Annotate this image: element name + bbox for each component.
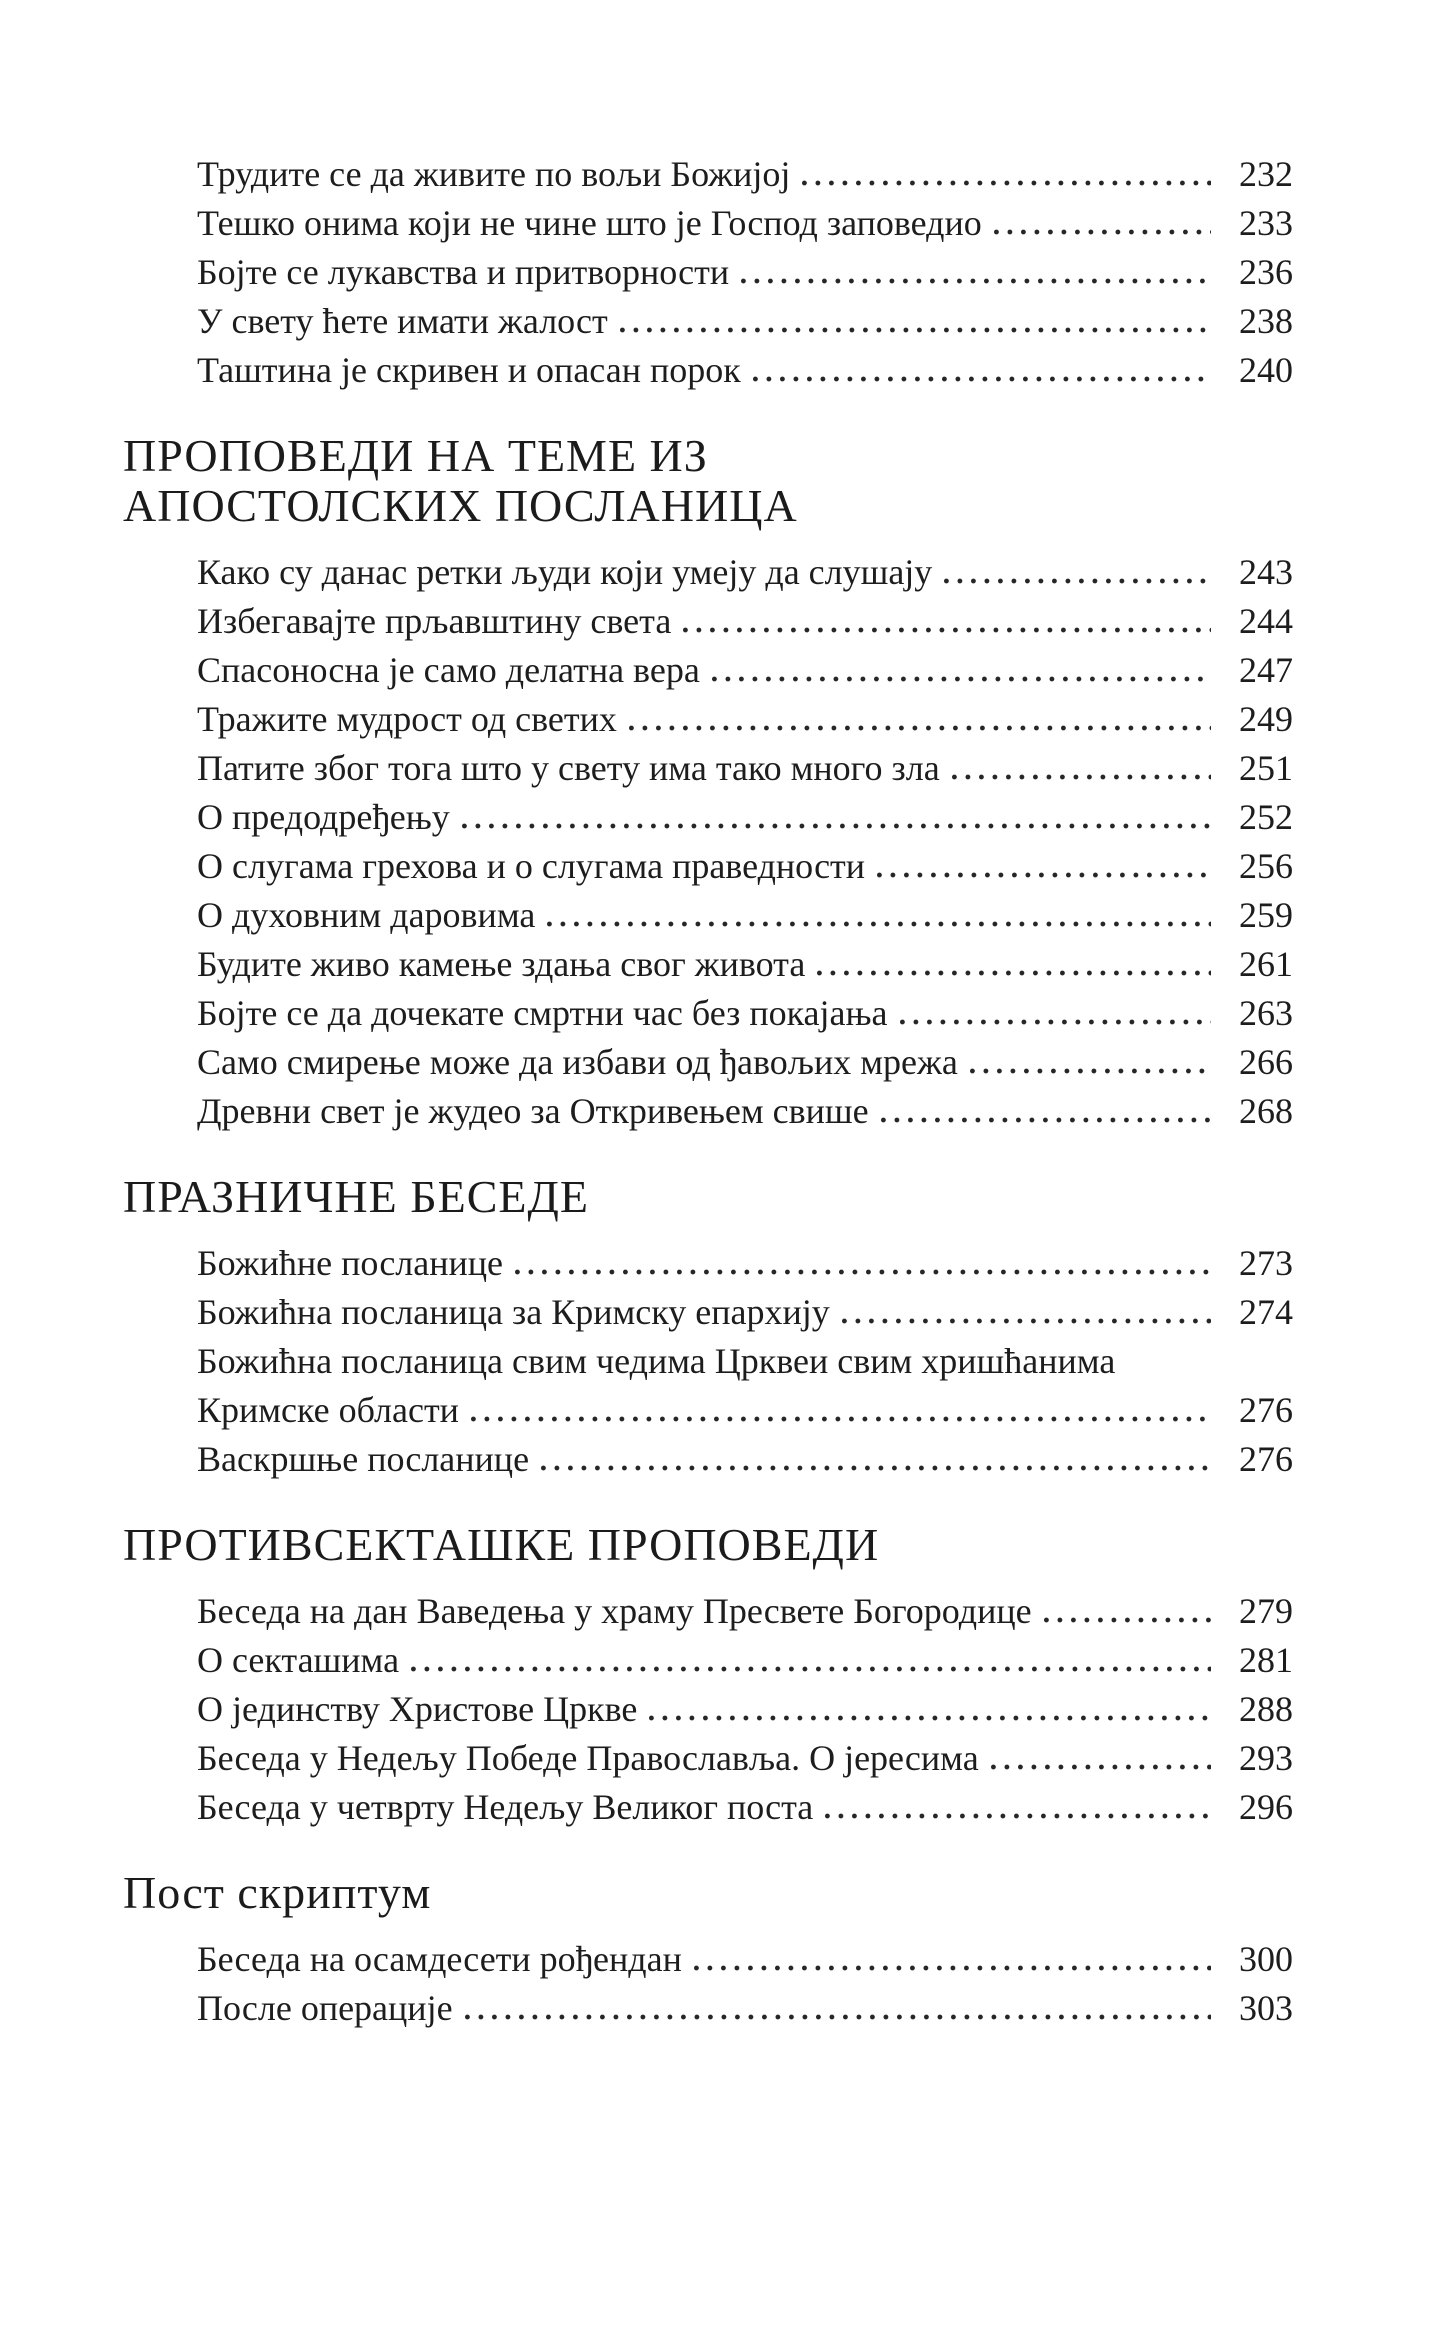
toc-section	[123, 150, 1293, 395]
toc-item-page: 276	[1239, 1390, 1293, 1430]
section-heading	[123, 1520, 1293, 1570]
toc	[123, 150, 1293, 2033]
section-items	[123, 1239, 1293, 1484]
toc-item	[123, 842, 1293, 891]
toc-item	[123, 346, 1293, 395]
toc-item-page: 238	[1239, 301, 1293, 341]
toc-item-page: 261	[1239, 944, 1293, 984]
toc-item	[123, 940, 1293, 989]
toc-leader-dots	[620, 327, 1211, 333]
toc-section	[123, 1520, 1293, 1832]
section-heading	[123, 1868, 1293, 1918]
toc-item-title: О духовним даровима	[197, 895, 536, 935]
toc-item-title: Како су данас ретки људи који умеју да слушају	[197, 552, 933, 592]
toc-leader-dots	[741, 278, 1211, 284]
toc-leader-dots	[541, 1465, 1211, 1471]
toc-leader-dots	[411, 1666, 1211, 1672]
toc-item-title: Древни свет је жудео за Откривењем свише	[197, 1091, 869, 1131]
section-heading-line: ПРАЗНИЧНЕ БЕСЕДЕ	[123, 1171, 589, 1222]
toc-item-title: У свету ћете имати жалост	[197, 301, 608, 341]
toc-item-page: 232	[1239, 154, 1293, 194]
toc-item-page: 303	[1239, 1988, 1293, 2028]
toc-leader-dots	[515, 1269, 1211, 1275]
toc-section	[123, 1172, 1293, 1484]
toc-item-title: Трудите се да живите по вољи Божијој	[197, 154, 791, 194]
toc-item-page: 300	[1239, 1939, 1293, 1979]
toc-item	[123, 646, 1293, 695]
toc-item	[123, 1587, 1293, 1636]
toc-leader-dots	[547, 921, 1211, 927]
toc-leader-dots	[465, 2014, 1211, 2020]
toc-item-title: О предодређењу	[197, 797, 450, 837]
section-heading-line: АПОСТОЛСКИХ ПОСЛАНИЦА	[123, 480, 798, 531]
toc-item-title: Патите због тога што у свету има тако много зла	[197, 748, 940, 788]
toc-item-page: 274	[1239, 1292, 1293, 1332]
toc-item-page: 233	[1239, 203, 1293, 243]
section-heading-line: ПРОТИВСЕКТАШКЕ ПРОПОВЕДИ	[123, 1519, 880, 1570]
toc-item-page: 288	[1239, 1689, 1293, 1729]
toc-leader-dots	[994, 229, 1211, 235]
section-items	[123, 150, 1293, 395]
toc-leader-dots	[471, 1416, 1211, 1422]
toc-item-title: О јединству Христове Цркве	[197, 1689, 638, 1729]
toc-item	[123, 248, 1293, 297]
toc-item-page: 263	[1239, 993, 1293, 1033]
toc-item	[123, 1435, 1293, 1484]
toc-item	[123, 1984, 1293, 2033]
toc-item-title: Беседа у четврту Недељу Великог поста	[197, 1787, 814, 1827]
toc-leader-dots	[991, 1764, 1211, 1770]
toc-leader-dots	[694, 1965, 1211, 1971]
toc-leader-dots	[462, 823, 1211, 829]
section-items	[123, 548, 1293, 1136]
toc-leader-dots	[649, 1715, 1211, 1721]
section-items	[123, 1587, 1293, 1832]
toc-item	[123, 1935, 1293, 1984]
toc-item	[123, 597, 1293, 646]
toc-item-page: 259	[1239, 895, 1293, 935]
toc-leader-dots	[842, 1318, 1211, 1324]
toc-item-title: Будите живо камење здања свог живота	[197, 944, 806, 984]
toc-leader-dots	[683, 627, 1211, 633]
toc-item-page: 243	[1239, 552, 1293, 592]
toc-item-title: О слугама грехова и о слугама праведности	[197, 846, 866, 886]
toc-item	[123, 1386, 1293, 1435]
toc-item-title: Беседа у Недељу Победе Православља. О јересима	[197, 1738, 979, 1778]
toc-item-page: 266	[1239, 1042, 1293, 1082]
section-heading-line: Пост скриптум	[123, 1867, 432, 1918]
toc-item-title: Васкршње посланице	[197, 1439, 530, 1479]
toc-item	[123, 199, 1293, 248]
toc-item-page: 279	[1239, 1591, 1293, 1631]
toc-leader-dots	[881, 1117, 1211, 1123]
toc-item-page: 244	[1239, 601, 1293, 641]
section-heading	[123, 1172, 1293, 1222]
toc-item	[123, 1636, 1293, 1685]
toc-item-page: 247	[1239, 650, 1293, 690]
toc-section	[123, 431, 1293, 1136]
toc-item	[123, 695, 1293, 744]
toc-item	[123, 297, 1293, 346]
toc-item-title: Бојте се лукавства и притворности	[197, 252, 730, 292]
toc-item	[123, 1734, 1293, 1783]
toc-item	[123, 1038, 1293, 1087]
toc-item	[123, 744, 1293, 793]
toc-item-page: 268	[1239, 1091, 1293, 1131]
toc-item-page: 296	[1239, 1787, 1293, 1827]
toc-section	[123, 1868, 1293, 2033]
toc-item-title: Божићне посланице	[197, 1243, 504, 1283]
toc-item	[123, 150, 1293, 199]
toc-leader-dots	[970, 1068, 1211, 1074]
section-items	[123, 1935, 1293, 2033]
toc-item-page: 249	[1239, 699, 1293, 739]
toc-item-title: Беседа на дан Ваведења у храму Пресвете Богородице	[197, 1591, 1032, 1631]
toc-item-page: 251	[1239, 748, 1293, 788]
toc-leader-dots	[900, 1019, 1211, 1025]
toc-leader-dots	[877, 872, 1211, 878]
toc-item	[123, 1685, 1293, 1734]
toc-leader-dots	[944, 578, 1211, 584]
toc-leader-dots	[629, 725, 1211, 731]
toc-leader-dots	[952, 774, 1211, 780]
toc-item-page: 256	[1239, 846, 1293, 886]
toc-item-page: 276	[1239, 1439, 1293, 1479]
toc-item-title: Божићна посланица за Кримску епархију	[197, 1292, 830, 1332]
toc-item-title: Тешко онима који не чине што је Господ заповедио	[197, 203, 982, 243]
toc-item-title: Тражите мудрост од светих	[197, 699, 617, 739]
toc-item-title: Беседа на осамдесети рођендан	[197, 1939, 682, 1979]
toc-leader-dots	[753, 376, 1211, 382]
toc-leader-dots	[1044, 1617, 1211, 1623]
section-heading	[123, 431, 1293, 531]
toc-item-page: 281	[1239, 1640, 1293, 1680]
toc-item-title: После операције	[197, 1988, 453, 2028]
toc-item-page: 236	[1239, 252, 1293, 292]
section-heading-line: ПРОПОВЕДИ НА ТЕМЕ ИЗ	[123, 430, 708, 481]
toc-item-page: 273	[1239, 1243, 1293, 1283]
toc-item	[123, 1239, 1293, 1288]
toc-item	[123, 1783, 1293, 1832]
toc-item	[123, 1087, 1293, 1136]
toc-leader-dots	[817, 970, 1211, 976]
toc-item-title: Само смирење може да избави од ђавољих мрежа	[197, 1042, 958, 1082]
toc-item-title: Божићна посланица свим чедима Црквеи свим хришћанима	[197, 1341, 1116, 1381]
toc-item-page: 240	[1239, 350, 1293, 390]
toc-item	[123, 891, 1293, 940]
toc-item-title: Кримске области	[197, 1390, 459, 1430]
toc-item	[123, 989, 1293, 1038]
toc-item-title: О секташима	[197, 1640, 400, 1680]
toc-item	[123, 548, 1293, 597]
toc-item-page: 252	[1239, 797, 1293, 837]
toc-item-title: Избегавајте прљавштину света	[197, 601, 672, 641]
toc-item-page: 293	[1239, 1738, 1293, 1778]
toc-leader-dots	[825, 1813, 1211, 1819]
toc-item	[123, 793, 1293, 842]
toc-item-title: Бојте се да дочекате смртни час без покајања	[197, 993, 888, 1033]
toc-leader-dots	[802, 180, 1211, 186]
toc-item-title: Спасоносна је само делатна вера	[197, 650, 700, 690]
toc-item	[123, 1288, 1293, 1337]
toc-item	[123, 1337, 1293, 1386]
toc-item-title: Таштина је скривен и опасан порок	[197, 350, 741, 390]
toc-leader-dots	[712, 676, 1211, 682]
